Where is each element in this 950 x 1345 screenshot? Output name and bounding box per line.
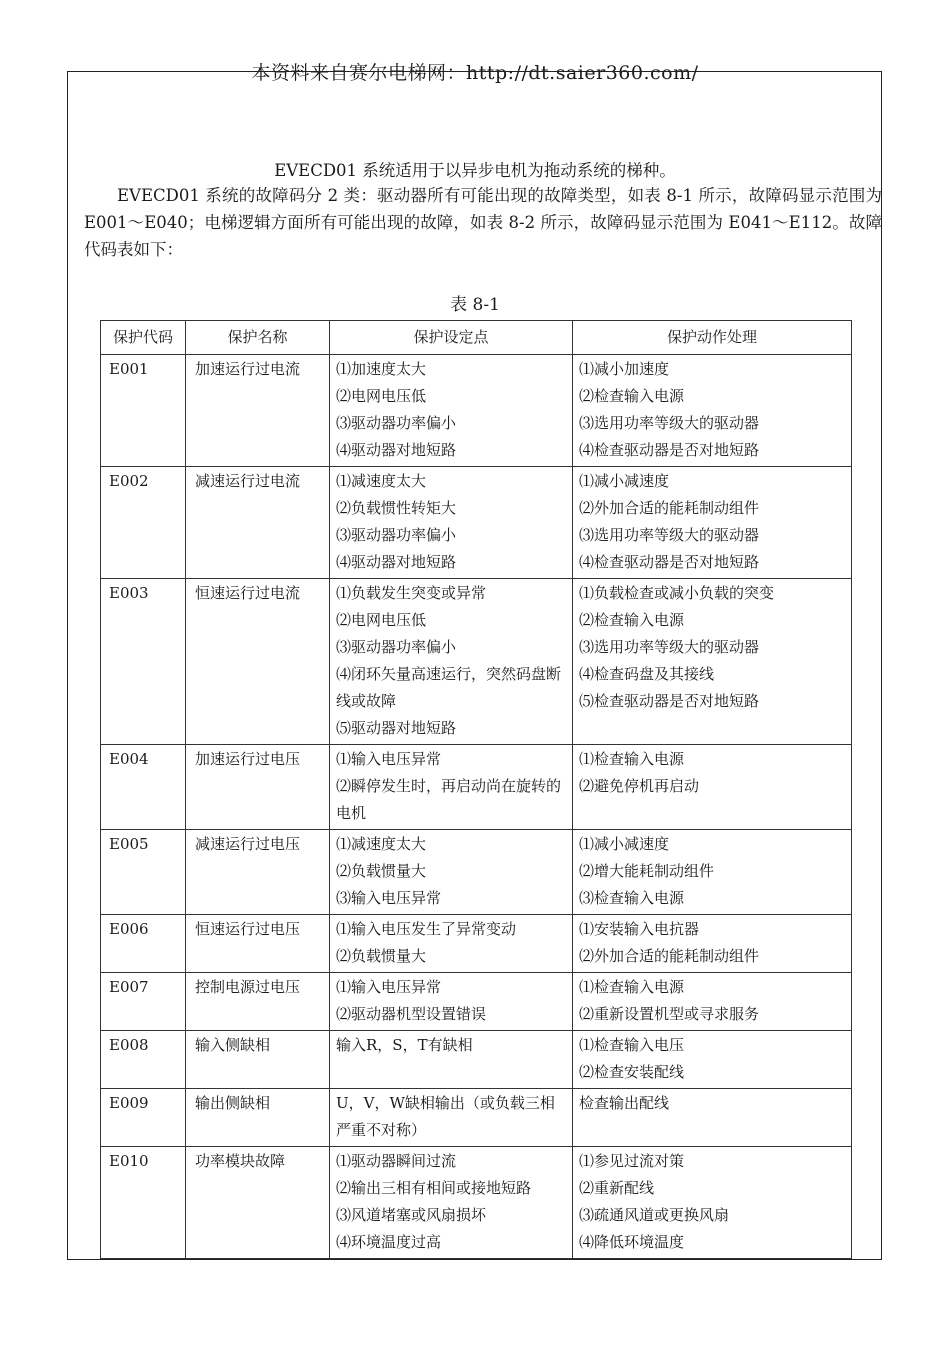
- action-cell: [573, 467, 852, 579]
- action-cell: [573, 1089, 852, 1147]
- action-item: ⑵避免停机再启动: [579, 777, 700, 795]
- action-item: 检查输出配线: [579, 1094, 670, 1112]
- action-item: ⑴参见过流对策: [579, 1152, 685, 1170]
- setpoint-cell: [330, 355, 573, 467]
- setpoint-item: ⑴输入电压异常: [336, 978, 442, 996]
- action-item: ⑴负载检查或减小负载的突变: [579, 584, 775, 602]
- fault-name-cell: 减速运行过电压: [186, 830, 330, 915]
- action-cell: [573, 355, 852, 467]
- action-item: ⑷检查驱动器是否对地短路: [579, 441, 760, 459]
- fault-code-cell: E007: [101, 973, 186, 1031]
- setpoint-item: ⑵输出三相有相间或接地短路: [336, 1179, 532, 1197]
- action-item: ⑴检查输入电源: [579, 750, 685, 768]
- action-cell: [573, 1147, 852, 1259]
- action-cell: [573, 745, 852, 830]
- setpoint-item: ⑴输入电压异常: [336, 750, 442, 768]
- setpoint-item: ⑴输入电压发生了异常变动: [336, 920, 517, 938]
- action-cell: [573, 579, 852, 745]
- setpoint-item: ⑶驱动器功率偏小: [336, 414, 457, 432]
- setpoint-item: ⑶驱动器功率偏小: [336, 638, 457, 656]
- fault-code-cell: E006: [101, 915, 186, 973]
- fault-name-cell: 输出侧缺相: [186, 1089, 330, 1147]
- header-action: 保护动作处理: [573, 321, 852, 355]
- setpoint-item: ⑴减速度太大: [336, 472, 427, 490]
- action-item: ⑴检查输入电压: [579, 1036, 685, 1054]
- setpoint-item: ⑷环境温度过高: [336, 1233, 442, 1251]
- action-cell: [573, 973, 852, 1031]
- action-item: ⑶选用功率等级大的驱动器: [579, 638, 760, 656]
- action-item: ⑴减小加速度: [579, 360, 670, 378]
- fault-code-cell: E003: [101, 579, 186, 745]
- setpoint-item: ⑶风道堵塞或风扇损坏: [336, 1206, 487, 1224]
- setpoint-cell: [330, 745, 573, 830]
- setpoint-item: ⑴加速度太大: [336, 360, 427, 378]
- fault-code-cell: E001: [101, 355, 186, 467]
- setpoint-item: U，V，W缺相输出（或负载三相严重不对称）: [336, 1094, 555, 1139]
- action-item: ⑶选用功率等级大的驱动器: [579, 526, 760, 544]
- table-row: [101, 355, 852, 467]
- fault-name-cell: 输入侧缺相: [186, 1031, 330, 1089]
- setpoint-item: ⑷闭环矢量高速运行，突然码盘断线或故障: [336, 665, 562, 710]
- action-item: ⑴检查输入电源: [579, 978, 685, 996]
- fault-name-cell: 功率模块故障: [186, 1147, 330, 1259]
- setpoint-item: ⑵负载惯量大: [336, 947, 427, 965]
- setpoint-item: ⑴减速度太大: [336, 835, 427, 853]
- table-row: [101, 745, 852, 830]
- action-cell: [573, 915, 852, 973]
- setpoint-item: ⑶驱动器功率偏小: [336, 526, 457, 544]
- fault-name-cell: 控制电源过电压: [186, 973, 330, 1031]
- table-row: [101, 467, 852, 579]
- setpoint-item: ⑸驱动器对地短路: [336, 719, 457, 737]
- table-row: [101, 1089, 852, 1147]
- table-caption: 表 8-1: [450, 295, 500, 315]
- fault-name-cell: 减速运行过电流: [186, 467, 330, 579]
- fault-code-cell: E004: [101, 745, 186, 830]
- table-row: [101, 1147, 852, 1259]
- setpoint-item: ⑷驱动器对地短路: [336, 441, 457, 459]
- setpoint-item: ⑵电网电压低: [336, 387, 427, 405]
- fault-code-cell: E008: [101, 1031, 186, 1089]
- fault-name-cell: 加速运行过电流: [186, 355, 330, 467]
- action-cell: [573, 1031, 852, 1089]
- table-header-row: [101, 321, 852, 355]
- fault-code-table: [100, 320, 852, 1259]
- header-name: 保护名称: [186, 321, 330, 355]
- action-item: ⑵检查输入电源: [579, 611, 685, 629]
- fault-name-cell: 加速运行过电压: [186, 745, 330, 830]
- setpoint-item: ⑴负载发生突变或异常: [336, 584, 487, 602]
- setpoint-cell: [330, 467, 573, 579]
- table-row: [101, 830, 852, 915]
- fault-name-cell: 恒速运行过电流: [186, 579, 330, 745]
- setpoint-cell: [330, 973, 573, 1031]
- action-item: ⑶选用功率等级大的驱动器: [579, 414, 760, 432]
- action-item: ⑵外加合适的能耗制动组件: [579, 947, 760, 965]
- action-item: ⑵检查安装配线: [579, 1063, 685, 1081]
- setpoint-cell: [330, 1147, 573, 1259]
- action-item: ⑸检查驱动器是否对地短路: [579, 692, 760, 710]
- setpoint-cell: [330, 1031, 573, 1089]
- source-header: 本资料来自赛尔电梯网：http://dt.saier360.com/: [251, 62, 699, 84]
- table-row: [101, 915, 852, 973]
- action-item: ⑴减小减速度: [579, 835, 670, 853]
- setpoint-item: ⑴驱动器瞬间过流: [336, 1152, 457, 1170]
- header-setpoint: 保护设定点: [330, 321, 573, 355]
- action-item: ⑵重新设置机型或寻求服务: [579, 1005, 760, 1023]
- action-item: ⑵检查输入电源: [579, 387, 685, 405]
- action-item: ⑵外加合适的能耗制动组件: [579, 499, 760, 517]
- intro-line: EVECD01 系统适用于以异步电机为拖动系统的梯种。: [274, 161, 676, 180]
- action-item: ⑶检查输入电源: [579, 889, 685, 907]
- action-item: ⑵重新配线: [579, 1179, 655, 1197]
- action-item: ⑵增大能耗制动组件: [579, 862, 715, 880]
- fault-name-cell: 恒速运行过电压: [186, 915, 330, 973]
- setpoint-cell: [330, 830, 573, 915]
- action-item: ⑷降低环境温度: [579, 1233, 685, 1251]
- table-row: [101, 579, 852, 745]
- setpoint-item: ⑵负载惯量大: [336, 862, 427, 880]
- action-item: ⑶疏通风道或更换风扇: [579, 1206, 730, 1224]
- setpoint-item: ⑶输入电压异常: [336, 889, 442, 907]
- setpoint-item: ⑵瞬停发生时，再启动尚在旋转的电机: [336, 777, 562, 822]
- fault-code-cell: E010: [101, 1147, 186, 1259]
- setpoint-cell: [330, 915, 573, 973]
- fault-code-cell: E009: [101, 1089, 186, 1147]
- action-cell: [573, 830, 852, 915]
- setpoint-item: ⑵驱动器机型设置错误: [336, 1005, 487, 1023]
- setpoint-item: ⑵负载惯性转矩大: [336, 499, 457, 517]
- intro-paragraph: EVECD01 系统的故障码分 2 类：驱动器所有可能出现的故障类型，如表 8-1 所示，故障码显示范围为 E001～E040；电梯逻辑方面所有可能出现的故障，如表 8-2 所示，故障码显示范围为 E041～E112。故障代码表如下：: [84, 186, 882, 259]
- action-item: ⑴安装输入电抗器: [579, 920, 700, 938]
- setpoint-item: ⑵电网电压低: [336, 611, 427, 629]
- header-code: 保护代码: [101, 321, 186, 355]
- table-row: [101, 1031, 852, 1089]
- fault-code-cell: E005: [101, 830, 186, 915]
- table-row: [101, 973, 852, 1031]
- action-item: ⑷检查码盘及其接线: [579, 665, 715, 683]
- setpoint-item: 输入R，S，T有缺相: [336, 1036, 473, 1054]
- fault-code-cell: E002: [101, 467, 186, 579]
- setpoint-cell: [330, 1089, 573, 1147]
- action-item: ⑴减小减速度: [579, 472, 670, 490]
- setpoint-cell: [330, 579, 573, 745]
- setpoint-item: ⑷驱动器对地短路: [336, 553, 457, 571]
- action-item: ⑷检查驱动器是否对地短路: [579, 553, 760, 571]
